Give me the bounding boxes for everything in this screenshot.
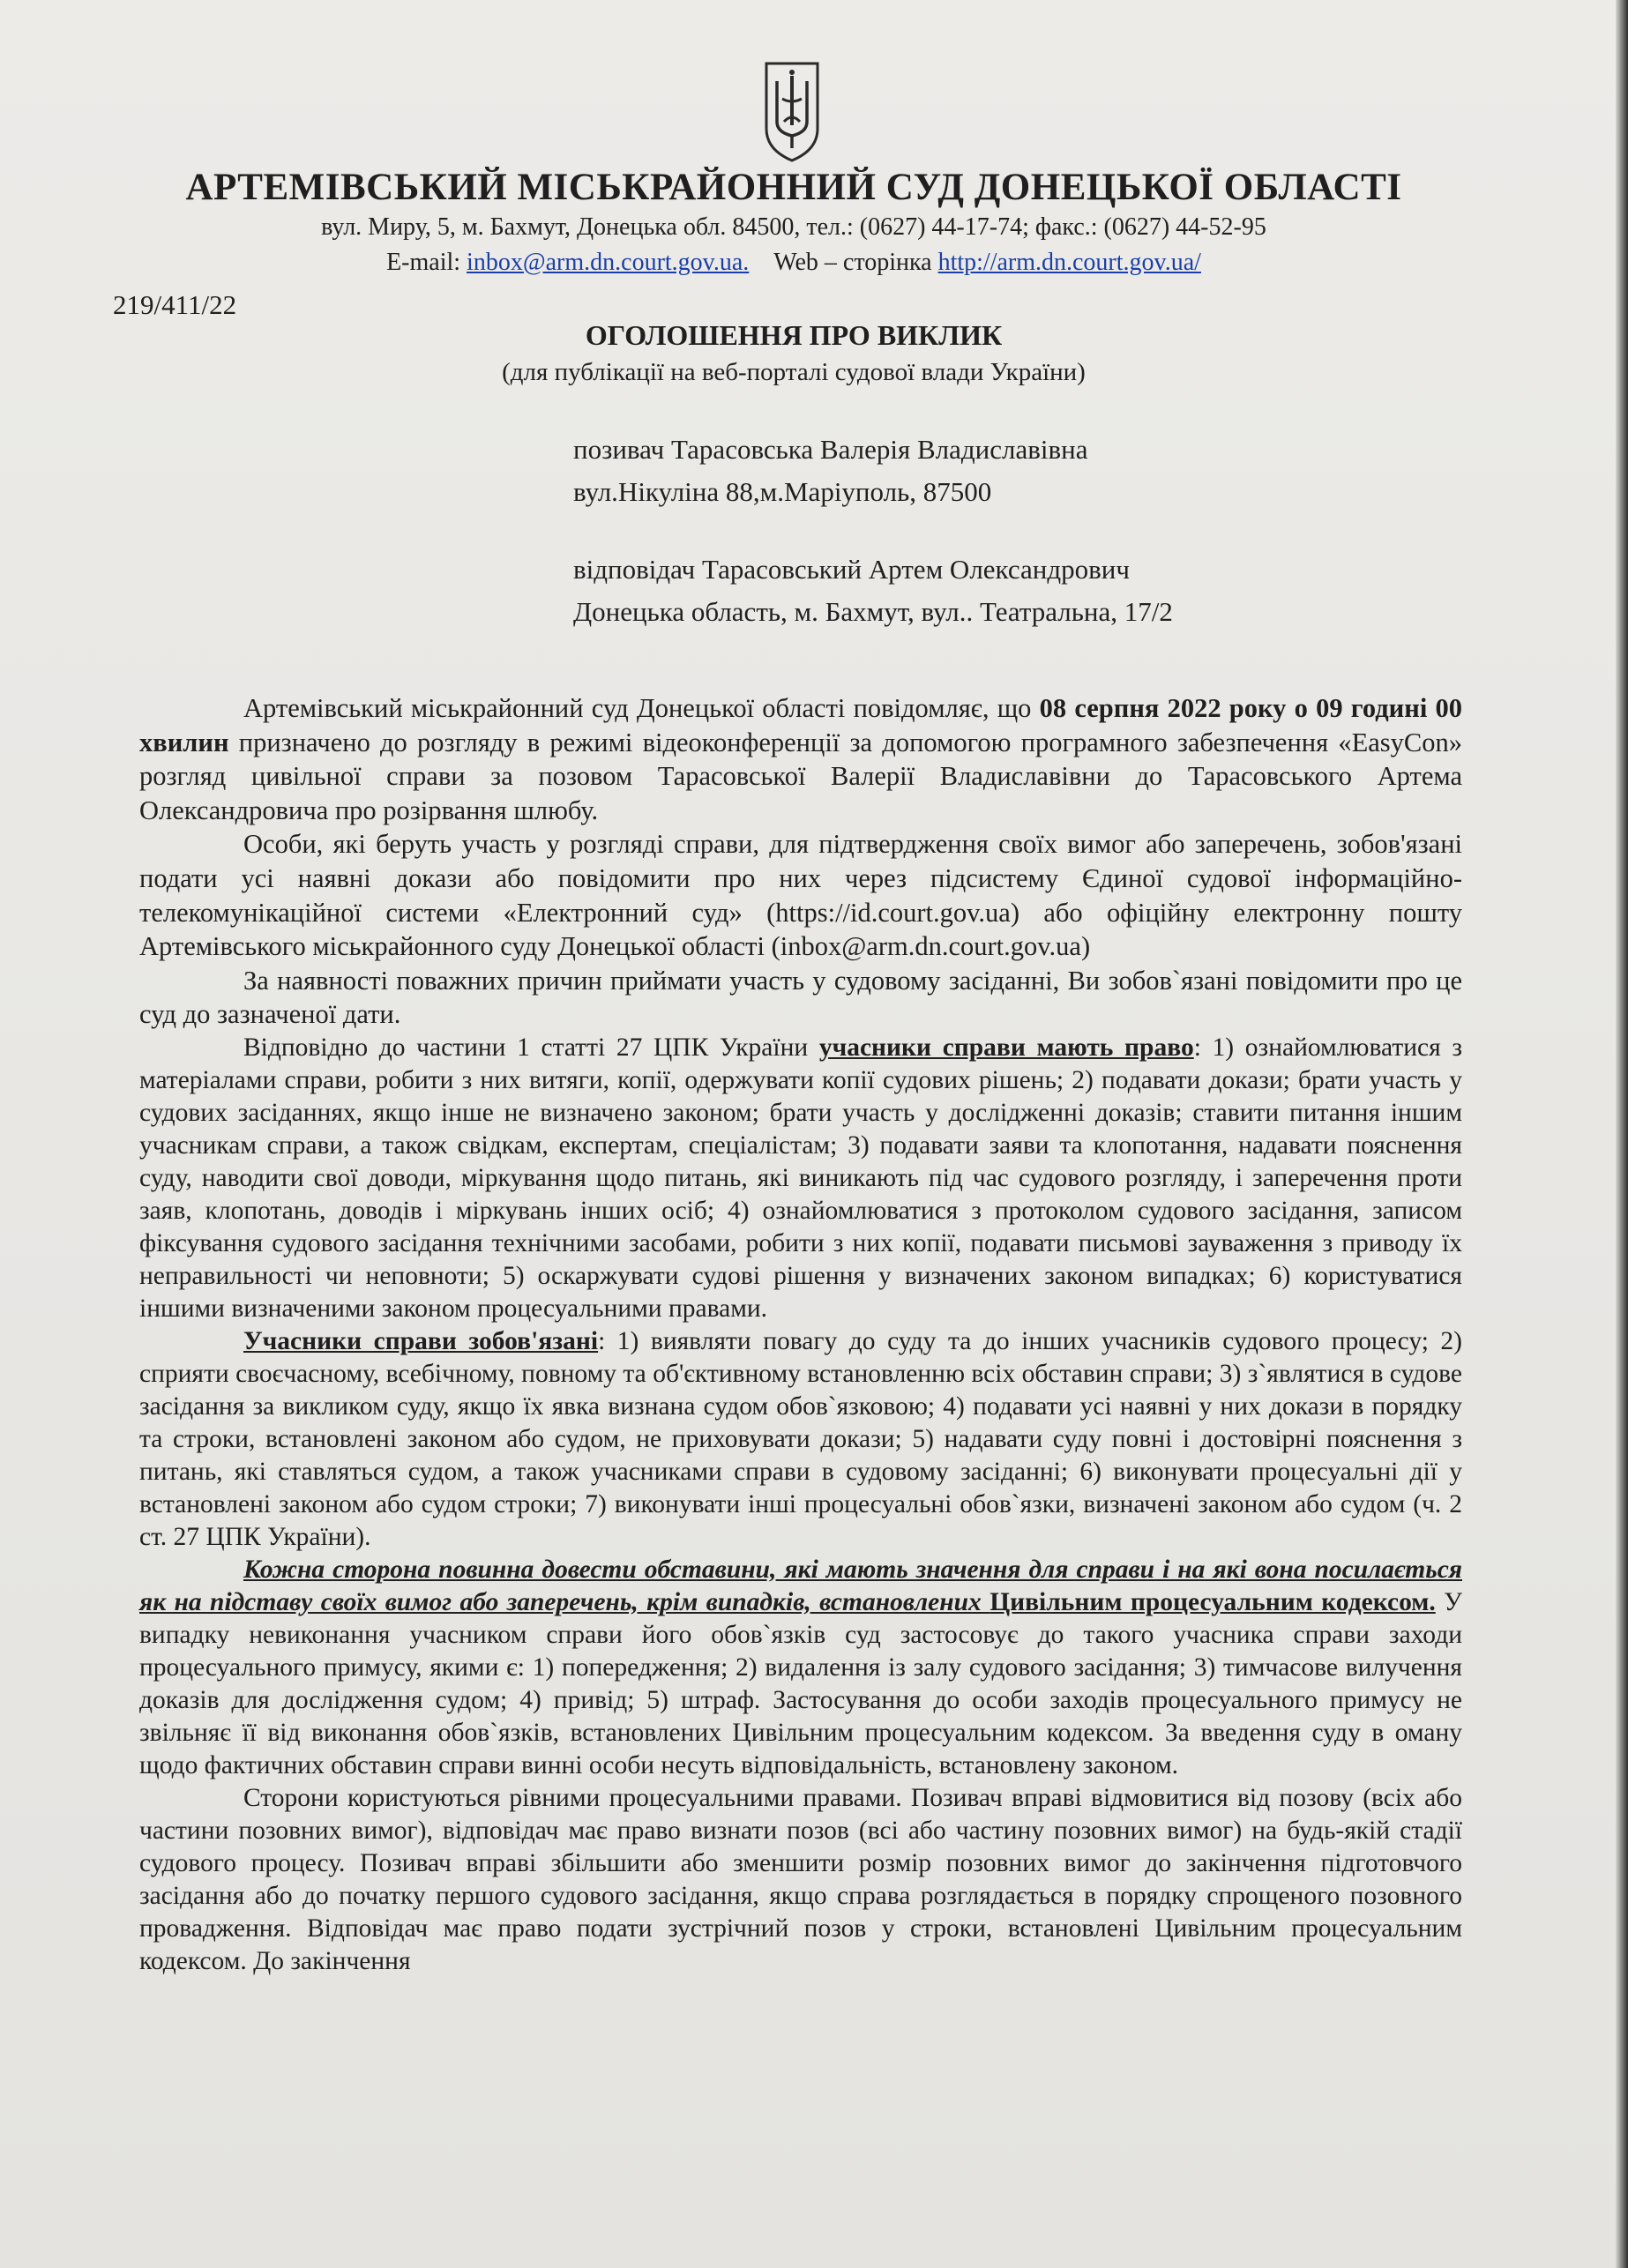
civil-code-reference: Цивільним процесуальним кодексом. — [989, 1587, 1436, 1616]
paragraph-absence: За наявності поважних причин приймати участь у судовому засіданні, Ви зобов`язані повідомити про це суд до зазначеної дати. — [139, 965, 1462, 1030]
case-number: 219/411/22 — [113, 289, 237, 320]
coat-of-arms-icon — [761, 60, 823, 164]
web-link[interactable]: http://arm.dn.court.gov.ua/ — [937, 249, 1201, 276]
defendant-address: Донецька область, м. Бахмут, вул.. Театральна, 17/2 — [573, 596, 1173, 627]
duties-heading: Учасники справи зобов'язані — [243, 1326, 599, 1355]
email-label: E-mail: — [386, 249, 467, 276]
page-edge-shadow — [1616, 0, 1628, 2268]
defendant-name: відповідач Тарасовський Артем Олександрович — [573, 554, 1130, 585]
defendant-block — [573, 548, 1173, 633]
court-name-heading: АРТЕМІВСЬКИЙ МІСЬКРАЙОННИЙ СУД ДОНЕЦЬКОЇ ОБЛАСТІ — [185, 167, 1402, 208]
burden-emphasis: Кожна сторона повинна довести обставини, які мають значення для справи і на які вона посилається як на підставу своїх вимог або заперечень, крім випадків, встановлених — [139, 1555, 1462, 1616]
paragraph-burden-of-proof: Кожна сторона повинна довести обставини, які мають значення для справи і на які вона посилається як на підставу своїх вимог або заперечень, крім випадків, встановлених Цивільним процесуальним кодексом. У випадку невиконання учасником справи його обов`язків суд застосовує до такого учасника справи заходи процесуального примусу, якими є: 1) попередження; 2) видалення із залу судового засідання; 3) тимчасове вилучення доказів для дослідження судом; 4) привід; 5) штраф. Застосування до особи заходів процесуального примусу не звільняє її від виконання обов`язків, встановлених Цивільним процесуальним кодексом. За введення суду в оману щодо фактичних обставин справи винні особи несуть відповідальність, встановлену законом. — [139, 1555, 1463, 1779]
notice-body — [139, 691, 1462, 1978]
hearing-datetime: 08 серпня 2022 року о 09 годині 00 хвилин — [139, 693, 1462, 757]
plaintiff-name: позивач Тарасовська Валерія Владиславівна — [573, 434, 1088, 465]
court-address: вул. Миру, 5, м. Бахмут, Донецька обл. 84500, тел.: (0627) 44-17-74; факс.: (0627) 44-52-95 — [321, 213, 1266, 241]
document-subtitle: (для публікації на веб-порталі судової влади України) — [502, 358, 1086, 386]
paragraph-hearing-date: Артемівський міськрайонний суд Донецької області повідомляє, що 08 серпня 2022 року о 09 годині 00 хвилин призначено до розгляду в режимі відеоконференції за допомогою програмного забезпечення «EasyCon» розгляд цивільної справи за позовом Тарасовської Валерії Владиславівни до Тарасовського Артема Олександровича про розірвання шлюбу. — [139, 693, 1462, 825]
rights-heading: учасники справи мають право — [818, 1033, 1194, 1062]
paragraph-equal-rights: Сторони користуються рівними процесуальними правами. Позивач вправі відмовитися від позову (всіх або частини позовних вимог), відповідач має право визнати позов (всі або частину позовних вимог) на будь-якій стадії судового процесу. Позивач вправі збільшити або зменшити розмір позовних вимог до закінчення підготовчого засідання або до початку першого судового засідання, якщо справа розглядається в порядку спрощеного позовного провадження. Відповідач має право подати зустрічний позов у строки, встановлені Цивільним процесуальним кодексом. До закінчення — [139, 1783, 1462, 1975]
court-contacts — [176, 249, 1411, 277]
paragraph-rights: Відповідно до частини 1 статті 27 ЦПК України учасники справи мають право: 1) ознайомлюватися з матеріалами справи, робити з них витяги, копії, одержувати копії судових рішень; 2) подавати докази; брати участь у судових засіданнях, якщо інше не визначено законом; брати участь у дослідженні доказів; ставити питання іншим учасникам справи, а також свідкам, експертам, спеціалістам; 3) подавати заяви та клопотання, надавати пояснення суду, наводити свої доводи, міркування щодо питань, які виникають під час судового розгляду, і заперечення проти заяв, клопотань, доводів і міркувань інших осіб; 4) ознайомлюватися з протоколом судового засідання, записом фіксування судового засідання технічними засобами, робити з них копії, подавати письмові зауваження з приводу їх неправильності чи неповноти; 5) оскаржувати судові рішення у визначених законом випадках; 6) користуватися іншими визначеними законом процесуальними правами. — [139, 1033, 1462, 1323]
trident-emblem — [761, 60, 823, 164]
email-link[interactable]: inbox@arm.dn.court.gov.ua. — [467, 249, 750, 276]
paragraph-evidence: Особи, які беруть участь у розгляді справи, для підтвердження своїх вимог або заперечень, зобов'язані подати усі наявні докази або повідомити про них через підсистему Єдиної судової інформаційно-телекомунікаційної системи «Електронний суд» (https://id.court.gov.ua) або офіційну електронну пошту Артемівського міськрайонного суду Донецької області (inbox@arm.dn.court.gov.ua) — [139, 829, 1462, 962]
web-label: Web – сторінка — [773, 249, 938, 276]
paragraph-duties: Учасники справи зобов'язані: 1) виявляти повагу до суду та до інших учасників судового процесу; 2) сприяти своєчасному, всебічному, повному та об'єктивному встановленню всіх обставин справи; 3) з`являтися в судове засідання за викликом суду, якщо їх явка визнана судом обов`язковою; 4) подавати усі наявні у них докази в порядку та строки, встановлені законом або судом, не приховувати докази; 5) надавати суду повні і достовірні пояснення з питань, які ставляться судом, а також учасниками справи в судовому засіданні; 6) виконувати процесуальні дії у встановлені законом або судом строки; 7) виконувати інші процесуальні обов`язки, визначені законом або судом (ч. 2 ст. 27 ЦПК України). — [139, 1326, 1462, 1551]
document-title: ОГОЛОШЕННЯ ПРО ВИКЛИК — [585, 319, 1003, 351]
plaintiff-address: вул.Нікуліна 88,м.Маріуполь, 87500 — [573, 476, 992, 507]
plaintiff-block — [573, 429, 1087, 513]
